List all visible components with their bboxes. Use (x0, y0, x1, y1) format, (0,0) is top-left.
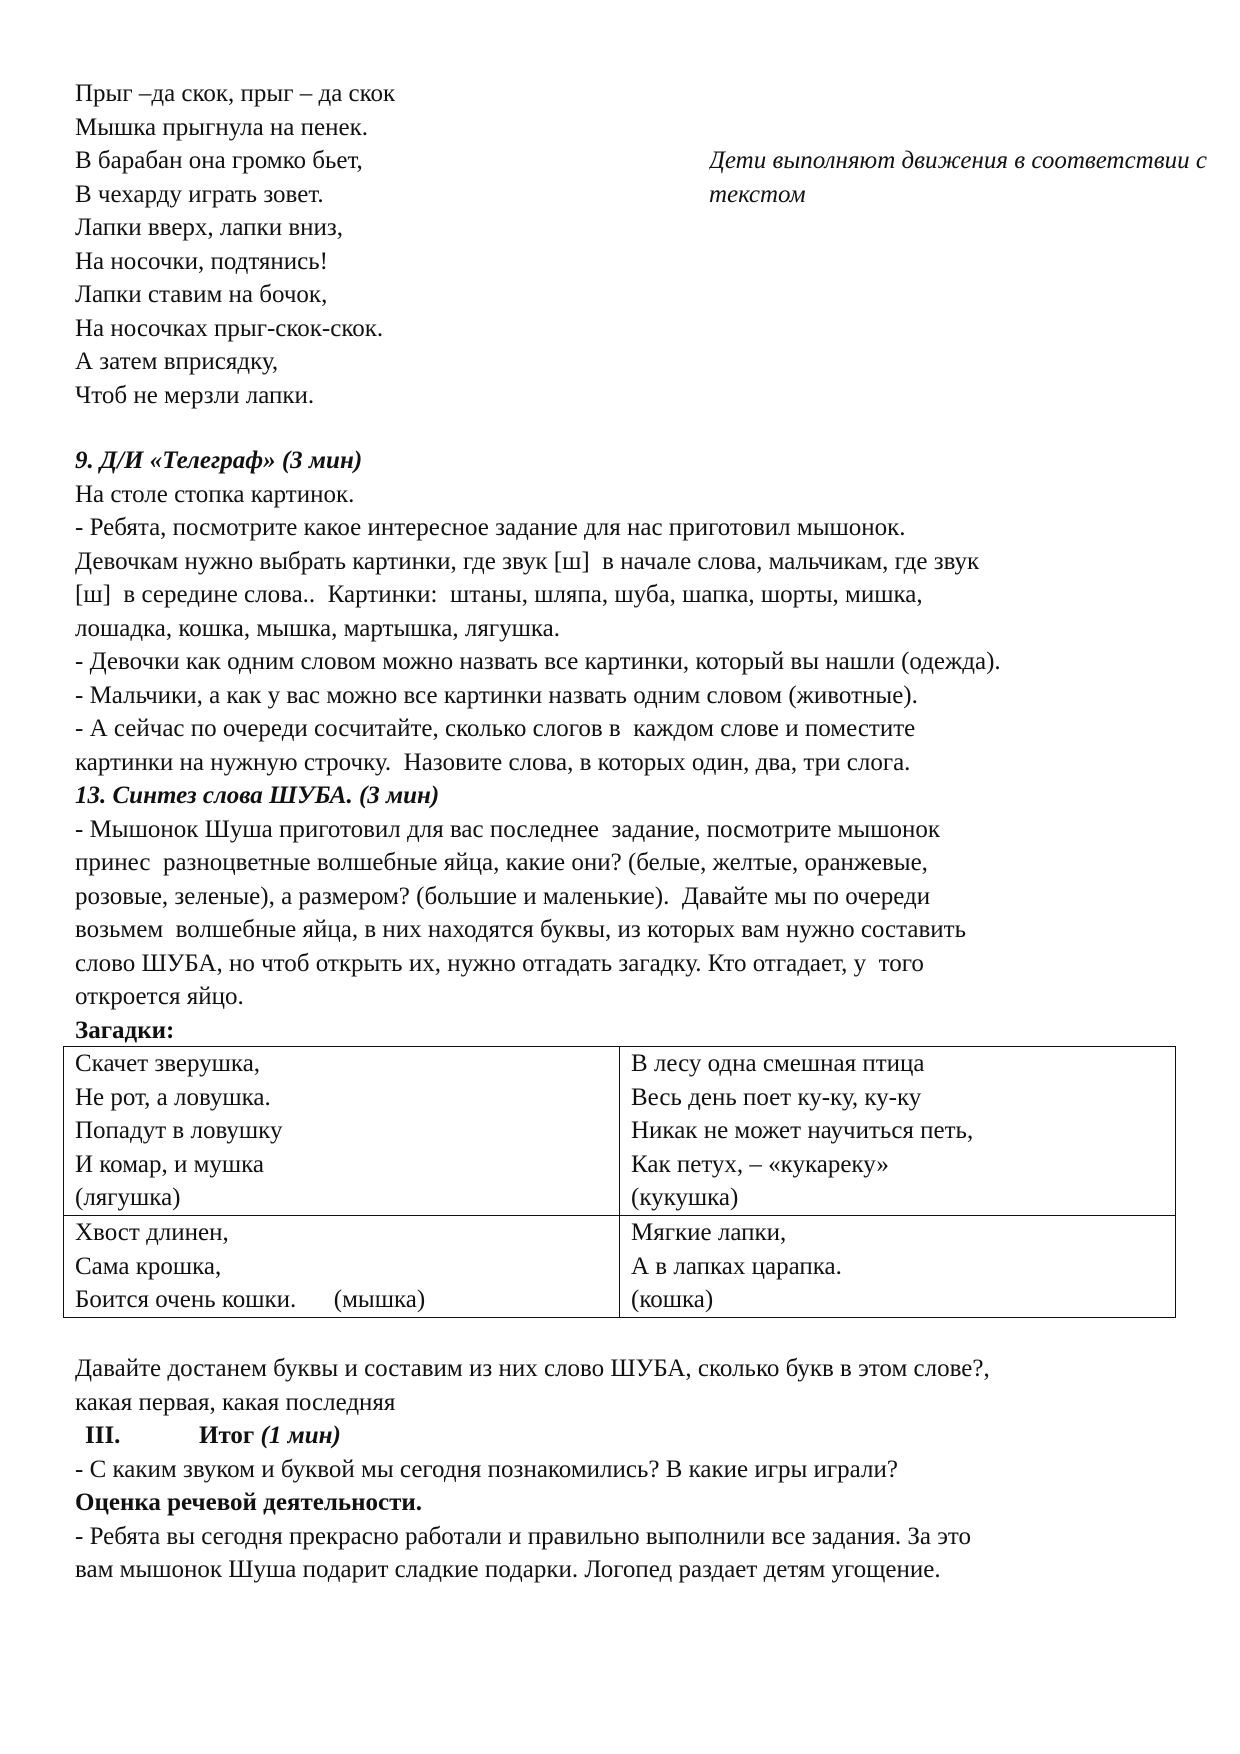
section-13-line: розовые, зеленые), а размером? (большие и маленькие). Давайте мы по очереди (75, 882, 931, 910)
poem-line: А затем вприсядку, (75, 348, 279, 375)
after-riddles-line: какая первая, какая последняя (75, 1388, 396, 1416)
poem-line: В чехарду играть зовет. (75, 180, 324, 208)
section-3-title: Итог (199, 1422, 255, 1449)
section-13-line: принес разноцветные волшебные яйца, какие они? (белые, желтые, оранжевые, (75, 849, 928, 876)
section-3-time: (1 мин) (260, 1422, 341, 1449)
closing-line: вам мышонок Шуша подарит сладкие подарки. Логопед раздает детям угощение. (75, 1556, 941, 1583)
riddle-line: Хвост длинен, (75, 1219, 229, 1246)
section-13-line: - Мышонок Шуша приготовил для вас последнее задание, посмотрите мышонок (75, 815, 941, 843)
riddles-row (64, 1047, 1176, 1216)
section-9-line: [ш] в середине слова.. Картинки: штаны, шляпа, шуба, шапка, шорты, мишка, (75, 581, 923, 608)
poem-line: Прыг –да скок, прыг – да скок (75, 80, 396, 107)
poem-line: В барабан она громко бьет, (75, 147, 363, 174)
closing-line: - Ребята вы сегодня прекрасно работали и правильно выполнили все задания. За это (75, 1522, 972, 1550)
riddles-table (63, 1046, 1176, 1318)
riddle-line: Попадут в ловушку (75, 1117, 283, 1144)
riddle-answer: (кукушка) (631, 1184, 739, 1211)
section-9-line: лошадка, кошка, мышка, мартышка, лягушка. (75, 614, 560, 642)
poem-line: Мышка прыгнула на пенек. (75, 113, 368, 141)
section-13-heading: 13. Синтез слова ШУБА. (3 мин) (75, 782, 440, 809)
riddle-line: Никак не может научиться петь, (631, 1117, 974, 1144)
poem-line: Лапки ставим на бочок, (75, 281, 328, 308)
riddle-answer: (лягушка) (75, 1184, 181, 1211)
riddle-cell-cuckoo (620, 1047, 1176, 1216)
riddle-line: Боится очень кошки. (мышка) (75, 1286, 426, 1313)
riddle-line: Сама крошка, (75, 1252, 222, 1280)
riddles-row (64, 1216, 1176, 1318)
section-9-line: картинки на нужную строчку. Назовите слова, в которых один, два, три слога. (75, 748, 911, 776)
poem-line: На носочки, подтянись! (75, 247, 329, 275)
riddle-line: Не рот, а ловушка. (75, 1083, 271, 1111)
riddle-line: И комар, и мушка (75, 1150, 265, 1178)
section-3-number: III. (85, 1422, 121, 1449)
riddle-cell-mouse (64, 1216, 620, 1318)
poem-block (75, 77, 635, 412)
section-3-question: - С каким звуком и буквой мы сегодня познакомились? В какие игры играли? (75, 1455, 898, 1483)
riddle-answer: (кошка) (631, 1286, 714, 1313)
section-13-line: слово ШУБА, но чтоб открыть их, нужно отгадать загадку. Кто отгадает, у того (75, 949, 924, 977)
section-9-line: - Мальчики, а как у вас можно все картинки назвать одним словом (животные). (75, 681, 918, 709)
riddle-line: А в лапках царапка. (631, 1252, 842, 1280)
section-9-heading: 9. Д/И «Телеграф» (3 мин) (75, 447, 363, 474)
section-9-line: Девочкам нужно выбрать картинки, где звук [ш] в начале слова, мальчикам, где звук (75, 547, 980, 575)
conclusion-text (75, 1352, 1185, 1587)
after-riddles-line: Давайте достанем буквы и составим из них слово ШУБА, сколько букв в этом слове?, (75, 1355, 990, 1382)
note-line: текстом (709, 180, 806, 208)
riddle-cell-cat (620, 1216, 1176, 1318)
riddle-cell-frog (64, 1047, 620, 1216)
riddles-heading: Загадки: (75, 1016, 175, 1044)
main-text (75, 444, 1185, 1047)
riddle-line: Мягкие лапки, (631, 1219, 787, 1246)
movement-note (709, 144, 1240, 211)
poem-line: Лапки вверх, лапки вниз, (75, 214, 344, 241)
poem-line: На носочках прыг-скок-скок. (75, 314, 384, 342)
assessment-heading: Оценка речевой деятельности. (75, 1489, 423, 1516)
riddle-line: В лесу одна смешная птица (631, 1050, 925, 1077)
section-3-heading (75, 1419, 1185, 1453)
section-13-line: откроется яйцо. (75, 983, 244, 1010)
note-line: Дети выполняют движения в соответствии с (709, 147, 1207, 174)
riddle-line: Как петух, – «кукареку» (631, 1150, 889, 1178)
section-13-line: возьмем волшебные яйца, в них находятся буквы, из которых вам нужно составить (75, 916, 966, 943)
section-9-line: - Ребята, посмотрите какое интересное задание для нас приготовил мышонок. (75, 514, 906, 541)
section-9-line: На столе стопка картинок. (75, 480, 355, 508)
poem-line: Чтоб не мерзли лапки. (75, 381, 315, 409)
section-9-line: - А сейчас по очереди сосчитайте, сколько слогов в каждом слове и поместите (75, 715, 916, 742)
section-9-line: - Девочки как одним словом можно назвать все картинки, который вы нашли (одежда). (75, 648, 1001, 675)
riddle-line: Весь день поет ку-ку, ку-ку (631, 1083, 922, 1111)
riddle-line: Скачет зверушка, (75, 1050, 261, 1077)
